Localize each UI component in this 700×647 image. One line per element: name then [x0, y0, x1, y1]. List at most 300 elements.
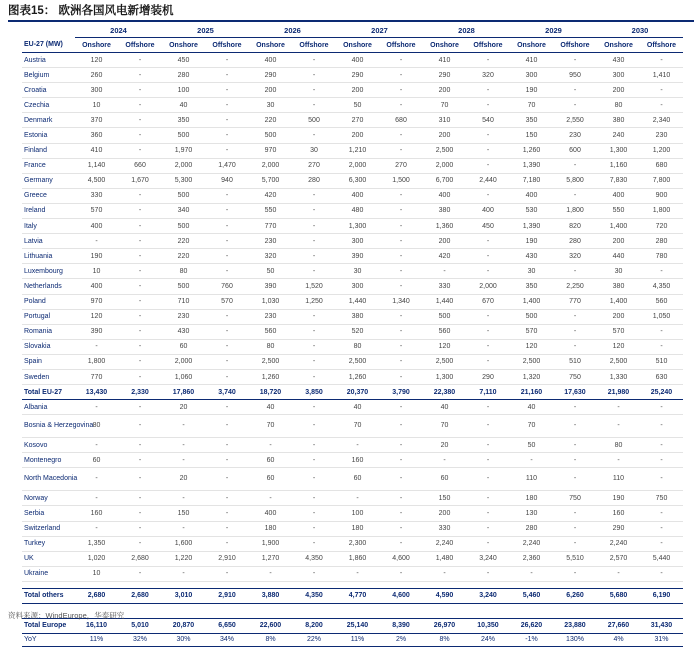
value-cell: 8% — [249, 633, 292, 646]
value-cell: - — [597, 415, 640, 438]
value-cell: 3,790 — [379, 385, 423, 400]
value-cell: - — [249, 566, 292, 581]
value-cell: 1,400 — [597, 219, 640, 234]
value-cell: 20 — [162, 468, 205, 491]
value-cell: 5,700 — [249, 173, 292, 188]
value-cell: 540 — [466, 113, 510, 128]
row-label: Ukraine — [22, 566, 75, 581]
row-label: Sweden — [22, 369, 75, 384]
value-cell: - — [205, 468, 249, 491]
value-cell: 5,510 — [553, 551, 597, 566]
value-cell: 40 — [336, 400, 379, 415]
value-cell: - — [118, 279, 162, 294]
value-cell: - — [466, 415, 510, 438]
value-cell: - — [466, 400, 510, 415]
value-cell: 4,770 — [336, 588, 379, 603]
value-cell: - — [205, 249, 249, 264]
value-cell: 330 — [75, 188, 118, 203]
table-row — [22, 400, 683, 415]
value-cell: 2,440 — [466, 173, 510, 188]
value-cell: 120 — [75, 53, 118, 68]
value-cell: - — [292, 309, 336, 324]
value-cell: 24% — [466, 633, 510, 646]
value-cell: - — [118, 128, 162, 143]
value-cell: 330 — [423, 279, 466, 294]
value-cell: 510 — [553, 354, 597, 369]
value-cell: - — [640, 468, 683, 491]
value-cell: 1,400 — [597, 294, 640, 309]
value-cell: 220 — [249, 113, 292, 128]
row-label: Total EU-27 — [22, 385, 75, 400]
value-cell: - — [205, 219, 249, 234]
value-cell: 780 — [640, 249, 683, 264]
value-cell: 500 — [292, 113, 336, 128]
value-cell: - — [379, 53, 423, 68]
table-row — [22, 53, 683, 68]
table-row — [22, 188, 683, 203]
total-others-row — [22, 588, 683, 603]
value-cell: 130 — [510, 506, 553, 521]
value-cell: 7,180 — [510, 173, 553, 188]
value-cell: 26,970 — [423, 618, 466, 633]
value-cell: - — [379, 536, 423, 551]
year-header-row — [22, 24, 683, 38]
value-cell: 70 — [249, 415, 292, 438]
year-header: 2029 — [510, 24, 597, 38]
value-cell: 2,000 — [162, 354, 205, 369]
value-cell: 27,660 — [597, 618, 640, 633]
value-cell: - — [205, 143, 249, 158]
value-cell: 80 — [162, 264, 205, 279]
value-cell: 80 — [75, 415, 118, 438]
value-cell: - — [553, 536, 597, 551]
value-cell: - — [640, 83, 683, 98]
value-cell: - — [205, 369, 249, 384]
table-row — [22, 453, 683, 468]
value-cell: 310 — [423, 113, 466, 128]
value-cell: 200 — [597, 309, 640, 324]
value-cell: - — [379, 521, 423, 536]
onshore-header: Onshore — [423, 38, 466, 53]
year-header: 2024 — [75, 24, 162, 38]
value-cell: 40 — [510, 400, 553, 415]
value-cell: 3,850 — [292, 385, 336, 400]
table-row — [22, 294, 683, 309]
value-cell: 3,740 — [205, 385, 249, 400]
value-cell: 2,250 — [553, 279, 597, 294]
row-label: Portugal — [22, 309, 75, 324]
value-cell: - — [118, 98, 162, 113]
value-cell: 390 — [336, 249, 379, 264]
value-cell: 320 — [249, 249, 292, 264]
value-cell: 6,190 — [640, 588, 683, 603]
value-cell: 1,480 — [423, 551, 466, 566]
value-cell: 520 — [336, 324, 379, 339]
value-cell: 320 — [553, 249, 597, 264]
value-cell: 6,700 — [423, 173, 466, 188]
row-label: Estonia — [22, 128, 75, 143]
row-label: Switzerland — [22, 521, 75, 536]
value-cell: 40 — [249, 400, 292, 415]
value-cell: 190 — [597, 491, 640, 506]
table-row — [22, 415, 683, 438]
value-cell: 240 — [597, 128, 640, 143]
value-cell: - — [118, 143, 162, 158]
value-cell: 390 — [249, 279, 292, 294]
value-cell: 670 — [466, 294, 510, 309]
value-cell: - — [205, 203, 249, 218]
value-cell: - — [640, 264, 683, 279]
value-cell: - — [336, 438, 379, 453]
table-row — [22, 68, 683, 83]
value-cell: 8,200 — [292, 618, 336, 633]
table-row — [22, 354, 683, 369]
value-cell: 230 — [640, 128, 683, 143]
value-cell: - — [466, 234, 510, 249]
value-cell: 400 — [249, 506, 292, 521]
value-cell: 11% — [336, 633, 379, 646]
value-cell: - — [205, 98, 249, 113]
value-cell: 30 — [597, 264, 640, 279]
value-cell: 200 — [336, 83, 379, 98]
value-cell: - — [292, 98, 336, 113]
value-cell: - — [292, 536, 336, 551]
offshore-header: Offshore — [205, 38, 249, 53]
value-cell: 160 — [597, 506, 640, 521]
value-cell: - — [379, 143, 423, 158]
spacer-row — [22, 581, 683, 588]
value-cell: 500 — [162, 188, 205, 203]
value-cell: - — [466, 438, 510, 453]
value-cell: - — [466, 339, 510, 354]
value-cell: 190 — [75, 249, 118, 264]
value-cell: - — [466, 264, 510, 279]
value-cell: - — [118, 400, 162, 415]
row-label: Netherlands — [22, 279, 75, 294]
value-cell: 410 — [423, 53, 466, 68]
value-cell: 7,110 — [466, 385, 510, 400]
value-cell: - — [292, 491, 336, 506]
value-cell: 10,350 — [466, 618, 510, 633]
value-cell: 500 — [162, 128, 205, 143]
value-cell: 2,680 — [118, 588, 162, 603]
value-cell: 280 — [640, 234, 683, 249]
value-cell: 2,000 — [423, 158, 466, 173]
value-cell: 40 — [423, 400, 466, 415]
value-cell: - — [466, 536, 510, 551]
value-cell: 400 — [336, 188, 379, 203]
value-cell: 500 — [162, 279, 205, 294]
value-cell: 430 — [162, 324, 205, 339]
value-cell: 270 — [336, 113, 379, 128]
value-cell: 1,360 — [423, 219, 466, 234]
value-cell: 80 — [597, 438, 640, 453]
table-row — [22, 521, 683, 536]
value-cell: 280 — [162, 68, 205, 83]
value-cell: 400 — [597, 188, 640, 203]
value-cell: - — [640, 506, 683, 521]
value-cell: - — [205, 113, 249, 128]
value-cell: - — [379, 566, 423, 581]
value-cell: 290 — [336, 68, 379, 83]
value-cell: 22,600 — [249, 618, 292, 633]
column-header-row — [22, 38, 683, 53]
value-cell: 710 — [162, 294, 205, 309]
value-cell: - — [553, 400, 597, 415]
value-cell: 950 — [553, 68, 597, 83]
value-cell: 2,240 — [597, 536, 640, 551]
value-cell: - — [205, 53, 249, 68]
value-cell: 220 — [162, 249, 205, 264]
value-cell: 1,260 — [510, 143, 553, 158]
value-cell: - — [118, 188, 162, 203]
value-cell: - — [118, 294, 162, 309]
value-cell: 5,680 — [597, 588, 640, 603]
value-cell: - — [379, 369, 423, 384]
value-cell: 260 — [75, 68, 118, 83]
value-cell: 22% — [292, 633, 336, 646]
table-row — [22, 128, 683, 143]
value-cell: 2,910 — [205, 588, 249, 603]
table-row — [22, 98, 683, 113]
value-cell: 820 — [553, 219, 597, 234]
value-cell: 4,350 — [640, 279, 683, 294]
value-cell: - — [379, 219, 423, 234]
value-cell: - — [118, 506, 162, 521]
value-cell: 80 — [336, 339, 379, 354]
row-label: Slovakia — [22, 339, 75, 354]
onshore-header: Onshore — [75, 38, 118, 53]
value-cell: 60 — [423, 468, 466, 491]
value-cell: 180 — [249, 521, 292, 536]
value-cell: 290 — [423, 68, 466, 83]
value-cell: 50 — [249, 264, 292, 279]
value-cell: 30 — [292, 143, 336, 158]
value-cell: 2,360 — [510, 551, 553, 566]
value-cell: 190 — [510, 83, 553, 98]
value-cell: 450 — [466, 219, 510, 234]
value-cell: 1,260 — [249, 369, 292, 384]
value-cell: 4,500 — [75, 173, 118, 188]
value-cell: 560 — [640, 294, 683, 309]
value-cell: - — [466, 324, 510, 339]
value-cell: 500 — [162, 219, 205, 234]
value-cell: - — [292, 415, 336, 438]
value-cell: 380 — [597, 113, 640, 128]
value-cell: 330 — [423, 521, 466, 536]
value-cell: 2,000 — [162, 158, 205, 173]
value-cell: 32% — [118, 633, 162, 646]
value-cell: - — [292, 83, 336, 98]
value-cell: - — [205, 536, 249, 551]
offshore-header: Offshore — [118, 38, 162, 53]
value-cell: - — [205, 438, 249, 453]
value-cell: - — [292, 438, 336, 453]
figure-title: 图表15： 欧洲各国风电新增装机 — [8, 5, 174, 17]
offshore-header: Offshore — [553, 38, 597, 53]
table-row — [22, 369, 683, 384]
offshore-header: Offshore — [466, 38, 510, 53]
value-cell: 150 — [162, 506, 205, 521]
value-cell: 340 — [162, 203, 205, 218]
value-cell: - — [510, 566, 553, 581]
value-cell: - — [553, 158, 597, 173]
value-cell: 120 — [423, 339, 466, 354]
value-cell: 1,320 — [510, 369, 553, 384]
value-cell: 430 — [597, 53, 640, 68]
table-row — [22, 158, 683, 173]
value-cell: - — [640, 339, 683, 354]
value-cell: 560 — [249, 324, 292, 339]
value-cell: 530 — [510, 203, 553, 218]
value-cell: - — [466, 249, 510, 264]
value-cell: - — [466, 521, 510, 536]
value-cell: 560 — [423, 324, 466, 339]
value-cell: - — [75, 339, 118, 354]
value-cell: 1,860 — [336, 551, 379, 566]
value-cell: - — [466, 491, 510, 506]
value-cell: 10 — [75, 264, 118, 279]
value-cell: - — [466, 158, 510, 173]
value-cell: 380 — [423, 203, 466, 218]
value-cell: 1,470 — [205, 158, 249, 173]
value-cell: - — [75, 438, 118, 453]
value-cell: 6,650 — [205, 618, 249, 633]
value-cell: - — [640, 53, 683, 68]
value-cell: - — [553, 468, 597, 491]
value-cell: 17,860 — [162, 385, 205, 400]
value-cell: 380 — [597, 279, 640, 294]
value-cell: - — [379, 264, 423, 279]
value-cell: - — [553, 309, 597, 324]
value-cell: - — [466, 566, 510, 581]
value-cell: 70 — [510, 415, 553, 438]
value-cell: - — [118, 536, 162, 551]
region-header: EU-27 (MW) — [22, 38, 75, 53]
value-cell: 21,160 — [510, 385, 553, 400]
value-cell: 5,300 — [162, 173, 205, 188]
value-cell: - — [75, 234, 118, 249]
year-header: 2030 — [597, 24, 683, 38]
year-header: 2027 — [336, 24, 423, 38]
value-cell: 3,010 — [162, 588, 205, 603]
value-cell: 5,440 — [640, 551, 683, 566]
value-cell: - — [336, 491, 379, 506]
value-cell: - — [379, 188, 423, 203]
value-cell: 400 — [423, 188, 466, 203]
value-cell: - — [640, 415, 683, 438]
value-cell: 430 — [510, 249, 553, 264]
value-cell: - — [466, 128, 510, 143]
value-cell: 30 — [249, 98, 292, 113]
value-cell: 20,870 — [162, 618, 205, 633]
value-cell: - — [553, 566, 597, 581]
value-cell: 400 — [336, 53, 379, 68]
value-cell: 1,800 — [640, 203, 683, 218]
value-cell: - — [379, 309, 423, 324]
value-cell: 7,830 — [597, 173, 640, 188]
value-cell: - — [379, 324, 423, 339]
table-row — [22, 491, 683, 506]
value-cell: 350 — [162, 113, 205, 128]
value-cell: - — [553, 98, 597, 113]
value-cell: 500 — [423, 309, 466, 324]
value-cell: - — [292, 339, 336, 354]
value-cell: -1% — [510, 633, 553, 646]
value-cell: 1,600 — [162, 536, 205, 551]
value-cell: 2,330 — [118, 385, 162, 400]
value-cell: - — [292, 203, 336, 218]
value-cell: 120 — [510, 339, 553, 354]
value-cell: - — [292, 53, 336, 68]
title-rule — [8, 20, 694, 22]
value-cell: 150 — [423, 491, 466, 506]
value-cell: 400 — [249, 53, 292, 68]
value-cell: - — [379, 234, 423, 249]
row-label: Croatia — [22, 83, 75, 98]
value-cell: - — [292, 468, 336, 491]
value-cell: - — [553, 324, 597, 339]
value-cell: 34% — [205, 633, 249, 646]
table-row — [22, 249, 683, 264]
value-cell: 200 — [423, 83, 466, 98]
value-cell: 400 — [466, 203, 510, 218]
value-cell: 1,060 — [162, 369, 205, 384]
value-cell: 110 — [597, 468, 640, 491]
value-cell: 2,500 — [249, 354, 292, 369]
value-cell: 25,240 — [640, 385, 683, 400]
value-cell: - — [379, 128, 423, 143]
value-cell: 1,300 — [597, 143, 640, 158]
value-cell: 10 — [75, 566, 118, 581]
value-cell: 300 — [75, 83, 118, 98]
value-cell: 190 — [510, 234, 553, 249]
value-cell: 1,410 — [640, 68, 683, 83]
value-cell: - — [75, 468, 118, 491]
value-cell: 80 — [597, 98, 640, 113]
value-cell: - — [205, 83, 249, 98]
value-cell: 7,800 — [640, 173, 683, 188]
value-cell: 450 — [162, 53, 205, 68]
value-cell: - — [205, 521, 249, 536]
value-cell: - — [423, 453, 466, 468]
value-cell: 440 — [597, 249, 640, 264]
row-label: Spain — [22, 354, 75, 369]
value-cell: 50 — [510, 438, 553, 453]
value-cell: 750 — [553, 369, 597, 384]
value-cell: - — [162, 491, 205, 506]
value-cell: 20 — [162, 400, 205, 415]
value-cell: - — [423, 264, 466, 279]
table-row — [22, 506, 683, 521]
value-cell: 370 — [75, 113, 118, 128]
value-cell: 680 — [640, 158, 683, 173]
value-cell: 400 — [510, 188, 553, 203]
value-cell: 2,340 — [640, 113, 683, 128]
value-cell: - — [292, 566, 336, 581]
value-cell: 100 — [336, 506, 379, 521]
value-cell: 18,720 — [249, 385, 292, 400]
row-label: YoY — [22, 633, 75, 646]
row-label: Total Europe — [22, 618, 75, 633]
value-cell: 600 — [553, 143, 597, 158]
value-cell: 70 — [423, 98, 466, 113]
value-cell: 290 — [466, 369, 510, 384]
row-label: Lithuania — [22, 249, 75, 264]
onshore-header: Onshore — [336, 38, 379, 53]
value-cell: 320 — [466, 68, 510, 83]
value-cell: 1,390 — [510, 158, 553, 173]
